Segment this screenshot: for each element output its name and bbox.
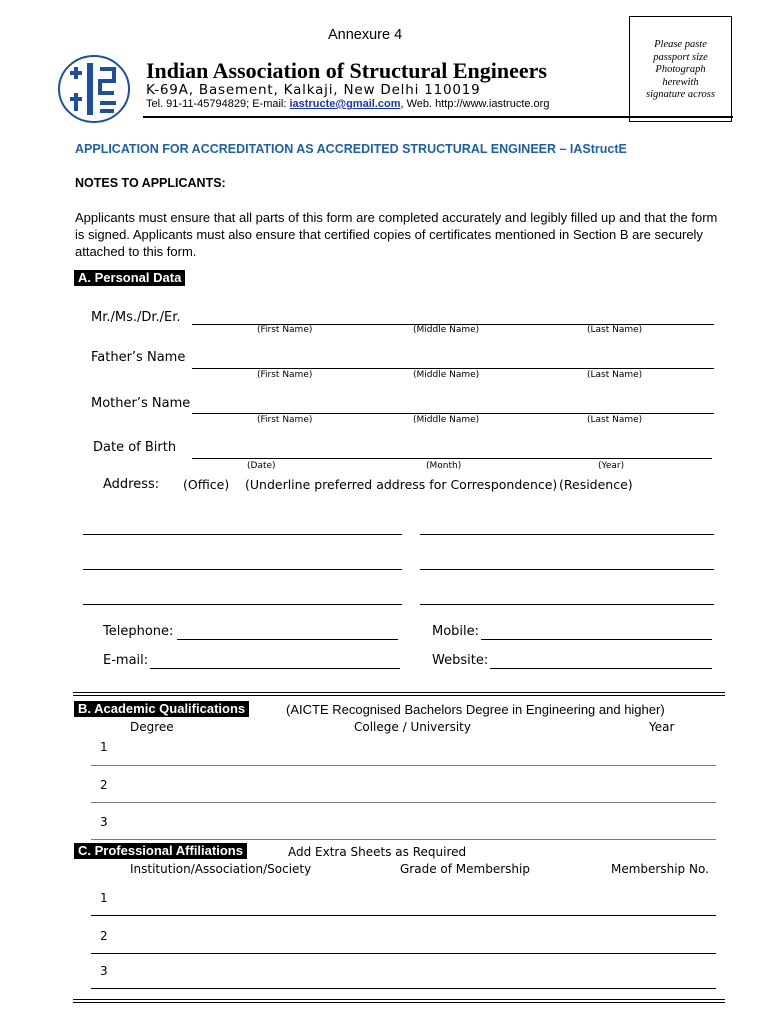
photo-text-5: signature across <box>646 89 715 100</box>
form-title: APPLICATION FOR ACCREDITATION AS ACCREDITED STRUCTURAL ENGINEER – IAStructE <box>75 142 627 156</box>
mother-name-line[interactable] <box>192 413 714 414</box>
office-address-line-1[interactable] <box>83 534 402 535</box>
photo-box <box>629 16 732 122</box>
notes-body: Applicants must ensure that all parts of this form are completed accurately and legibly filled up and that the form is signed. Applicants must also ensure that certified copies of certificates mentioned in Section B are securely attached to this form. <box>75 210 718 259</box>
mother-name-label: Mother’s Name <box>91 396 191 411</box>
org-name: Indian Association of Structural Engineers <box>146 58 547 83</box>
qual-row-1-line[interactable] <box>91 765 716 766</box>
col-institution: Institution/Association/Society <box>130 862 312 876</box>
last-name-hint: (Last Name) <box>587 325 643 335</box>
photo-text-3: Photograph <box>655 64 706 75</box>
section-separator-2 <box>73 695 725 696</box>
org-address: K-69A, Basement, Kalkaji, New Delhi 110019 <box>146 82 481 98</box>
mobile-line[interactable] <box>481 639 712 640</box>
email-line[interactable] <box>150 668 400 669</box>
website-label: Website: <box>432 653 489 668</box>
website-line[interactable] <box>490 668 712 669</box>
residence-address-line-3[interactable] <box>420 604 714 605</box>
qual-row-3-line[interactable] <box>91 839 716 840</box>
col-membership-no: Membership No. <box>611 862 709 876</box>
qual-row-2-line[interactable] <box>91 802 716 803</box>
affil-row-3-line[interactable] <box>91 988 716 989</box>
affil-row-1-line[interactable] <box>91 915 716 916</box>
dob-month-hint: (Month) <box>426 461 462 471</box>
mother-first-hint: (First Name) <box>257 415 313 425</box>
contact-prefix: Tel. 91-11-45794829; E-mail: <box>146 98 290 110</box>
mother-last-hint: (Last Name) <box>587 415 643 425</box>
qual-row-1-num: 1 <box>100 740 108 754</box>
col-college: College / University <box>354 720 471 734</box>
dob-date-hint: (Date) <box>247 461 276 471</box>
office-label: (Office) <box>183 477 230 492</box>
residence-label: (Residence) <box>559 477 633 492</box>
section-a-heading: A. Personal Data <box>74 270 185 286</box>
father-last-hint: (Last Name) <box>587 370 643 380</box>
dob-year-hint: (Year) <box>598 461 625 471</box>
residence-address-line-1[interactable] <box>420 534 714 535</box>
col-degree: Degree <box>130 720 174 734</box>
col-year: Year <box>649 720 675 734</box>
father-name-line[interactable] <box>192 368 714 369</box>
mother-middle-hint: (Middle Name) <box>413 415 480 425</box>
section-c-note: Add Extra Sheets as Required <box>288 845 467 859</box>
affil-row-2-line[interactable] <box>91 953 716 954</box>
photo-text-4: herewith <box>662 76 699 88</box>
photo-text-1: Please paste <box>654 39 707 50</box>
email-link[interactable]: iastructe@gmail.com <box>289 98 401 110</box>
first-name-hint: (First Name) <box>257 325 313 335</box>
iastructe-logo <box>56 53 132 125</box>
footer-rule-1 <box>73 999 725 1000</box>
telephone-label: Telephone: <box>103 624 174 639</box>
mobile-label: Mobile: <box>432 624 480 639</box>
father-name-label: Father’s Name <box>91 350 186 365</box>
middle-name-hint: (Middle Name) <box>413 325 480 335</box>
residence-address-line-2[interactable] <box>420 569 714 570</box>
salutation-label: Mr./Ms./Dr./Er. <box>91 310 181 325</box>
contact-suffix: , Web. http://www.iastructe.org <box>400 98 550 110</box>
affil-row-1-num: 1 <box>100 891 108 905</box>
col-grade: Grade of Membership <box>400 862 530 876</box>
dob-line[interactable] <box>192 458 712 459</box>
affil-row-2-num: 2 <box>100 929 108 943</box>
section-b-note: (AICTE Recognised Bachelors Degree in Engineering and higher) <box>286 702 665 717</box>
father-first-hint: (First Name) <box>257 370 313 380</box>
affil-row-3-num: 3 <box>100 964 108 978</box>
father-middle-hint: (Middle Name) <box>413 370 480 380</box>
photo-text-2: passport size <box>653 51 708 63</box>
telephone-line[interactable] <box>177 639 398 640</box>
notes-heading: NOTES TO APPLICANTS: <box>75 176 226 190</box>
office-address-line-3[interactable] <box>83 604 402 605</box>
section-c-heading: C. Professional Affiliations <box>74 843 247 859</box>
qual-row-2-num: 2 <box>100 778 108 792</box>
office-address-line-2[interactable] <box>83 569 402 570</box>
email-label: E-mail: <box>103 653 149 668</box>
footer-rule-2 <box>73 1002 725 1003</box>
dob-label: Date of Birth <box>93 440 177 455</box>
qual-row-3-num: 3 <box>100 815 108 829</box>
org-contact <box>146 98 549 110</box>
section-separator-1 <box>73 692 725 693</box>
section-b-heading: B. Academic Qualifications <box>74 701 249 717</box>
address-label: Address: <box>103 477 160 492</box>
correspondence-note: (Underline preferred address for Correspondence) <box>245 477 558 492</box>
annexure-label: Annexure 4 <box>328 27 403 43</box>
